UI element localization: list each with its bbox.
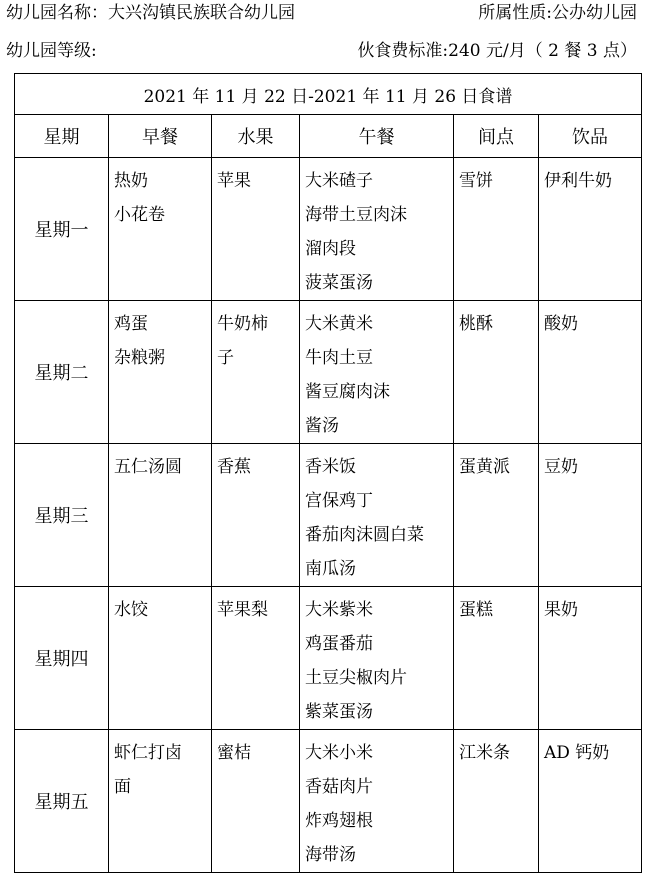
menu-item: 大米小米	[305, 743, 373, 763]
fruit-cell	[212, 301, 300, 444]
breakfast-cell	[109, 444, 212, 587]
menu-item: 雪饼	[459, 171, 493, 191]
menu-item: 酱豆腐肉沫	[305, 382, 390, 402]
header-line-2	[6, 38, 637, 64]
column-header-drink: 饮品	[539, 115, 642, 158]
column-header-day: 星期	[15, 115, 109, 158]
menu-item: 大米黄米	[305, 314, 373, 334]
menu-item: 蛋黄派	[459, 457, 510, 477]
menu-item: 炸鸡翅根	[305, 811, 373, 831]
menu-item: 宫保鸡丁	[305, 491, 373, 511]
menu-item: 海带汤	[305, 845, 356, 865]
menu-item: 豆奶	[544, 457, 578, 477]
menu-table	[14, 73, 642, 873]
snack-cell	[454, 301, 539, 444]
header-line-1	[6, 0, 637, 26]
column-header-fruit: 水果	[212, 115, 300, 158]
table-row	[15, 730, 642, 873]
day-cell: 星期五	[15, 730, 109, 873]
menu-item: 水饺	[114, 600, 148, 620]
menu-item: 酸奶	[544, 314, 578, 334]
menu-item: 面	[114, 777, 131, 797]
lunch-cell	[300, 730, 454, 873]
column-header-row	[15, 115, 642, 158]
menu-item: 香蕉	[217, 457, 251, 477]
day-cell: 星期二	[15, 301, 109, 444]
day-cell: 星期一	[15, 158, 109, 301]
day-cell: 星期四	[15, 587, 109, 730]
lunch-cell	[300, 301, 454, 444]
column-header-breakfast: 早餐	[109, 115, 212, 158]
breakfast-cell	[109, 730, 212, 873]
menu-item: AD 钙奶	[544, 743, 610, 763]
meal-fee-standard: 伙食费标准:240 元/月（ 2 餐 3 点）	[357, 41, 637, 61]
table-row	[15, 158, 642, 301]
drink-cell	[539, 301, 642, 444]
menu-item: 南瓜汤	[305, 559, 356, 579]
menu-item: 杂粮粥	[114, 348, 165, 368]
column-header-lunch: 午餐	[300, 115, 454, 158]
column-header-snack: 间点	[454, 115, 539, 158]
table-row	[15, 587, 642, 730]
menu-item: 鸡蛋	[114, 314, 148, 334]
kindergarten-name: 幼儿园名称：大兴沟镇民族联合幼儿园	[6, 3, 295, 23]
menu-item: 香米饭	[305, 457, 356, 477]
menu-item: 溜肉段	[305, 239, 356, 259]
breakfast-cell	[109, 587, 212, 730]
menu-item: 苹果	[217, 171, 251, 191]
menu-item: 酱汤	[305, 416, 339, 436]
drink-cell	[539, 730, 642, 873]
menu-item: 伊利牛奶	[544, 171, 612, 191]
breakfast-cell	[109, 158, 212, 301]
lunch-cell	[300, 158, 454, 301]
drink-cell	[539, 444, 642, 587]
snack-cell	[454, 587, 539, 730]
menu-item: 江米条	[459, 743, 510, 763]
lunch-cell	[300, 444, 454, 587]
menu-item: 大米碴子	[305, 171, 373, 191]
menu-item: 五仁汤圆	[114, 457, 182, 477]
day-cell: 星期三	[15, 444, 109, 587]
fruit-cell	[212, 444, 300, 587]
fruit-cell	[212, 730, 300, 873]
menu-item: 虾仁打卤	[114, 743, 182, 763]
kindergarten-grade: 幼儿园等级:	[6, 41, 97, 61]
fruit-cell	[212, 587, 300, 730]
menu-item: 牛奶柿	[217, 314, 268, 334]
menu-item: 蜜桔	[217, 743, 251, 763]
snack-cell	[454, 444, 539, 587]
menu-title: 2021 年 11 月 22 日-2021 年 11 月 26 日食谱	[15, 74, 642, 115]
menu-item: 小花卷	[114, 205, 165, 225]
menu-item: 蛋糕	[459, 600, 493, 620]
lunch-cell	[300, 587, 454, 730]
drink-cell	[539, 587, 642, 730]
menu-item: 菠菜蛋汤	[305, 273, 373, 293]
menu-item: 大米紫米	[305, 600, 373, 620]
menu-item: 紫菜蛋汤	[305, 702, 373, 722]
menu-item: 桃酥	[459, 314, 493, 334]
kindergarten-nature: 所属性质:公办幼儿园	[478, 3, 637, 23]
snack-cell	[454, 158, 539, 301]
menu-item: 海带土豆肉沫	[305, 205, 407, 225]
breakfast-cell	[109, 301, 212, 444]
menu-item: 子	[217, 348, 234, 368]
menu-item: 果奶	[544, 600, 578, 620]
menu-item: 香菇肉片	[305, 777, 373, 797]
menu-item: 土豆尖椒肉片	[305, 668, 407, 688]
menu-item: 牛肉土豆	[305, 348, 373, 368]
menu-item: 热奶	[114, 171, 148, 191]
menu-item: 苹果梨	[217, 600, 268, 620]
drink-cell	[539, 158, 642, 301]
fruit-cell	[212, 158, 300, 301]
snack-cell	[454, 730, 539, 873]
menu-item: 番茄肉沫圆白菜	[305, 525, 424, 545]
table-row	[15, 444, 642, 587]
table-row	[15, 301, 642, 444]
menu-item: 鸡蛋番茄	[305, 634, 373, 654]
